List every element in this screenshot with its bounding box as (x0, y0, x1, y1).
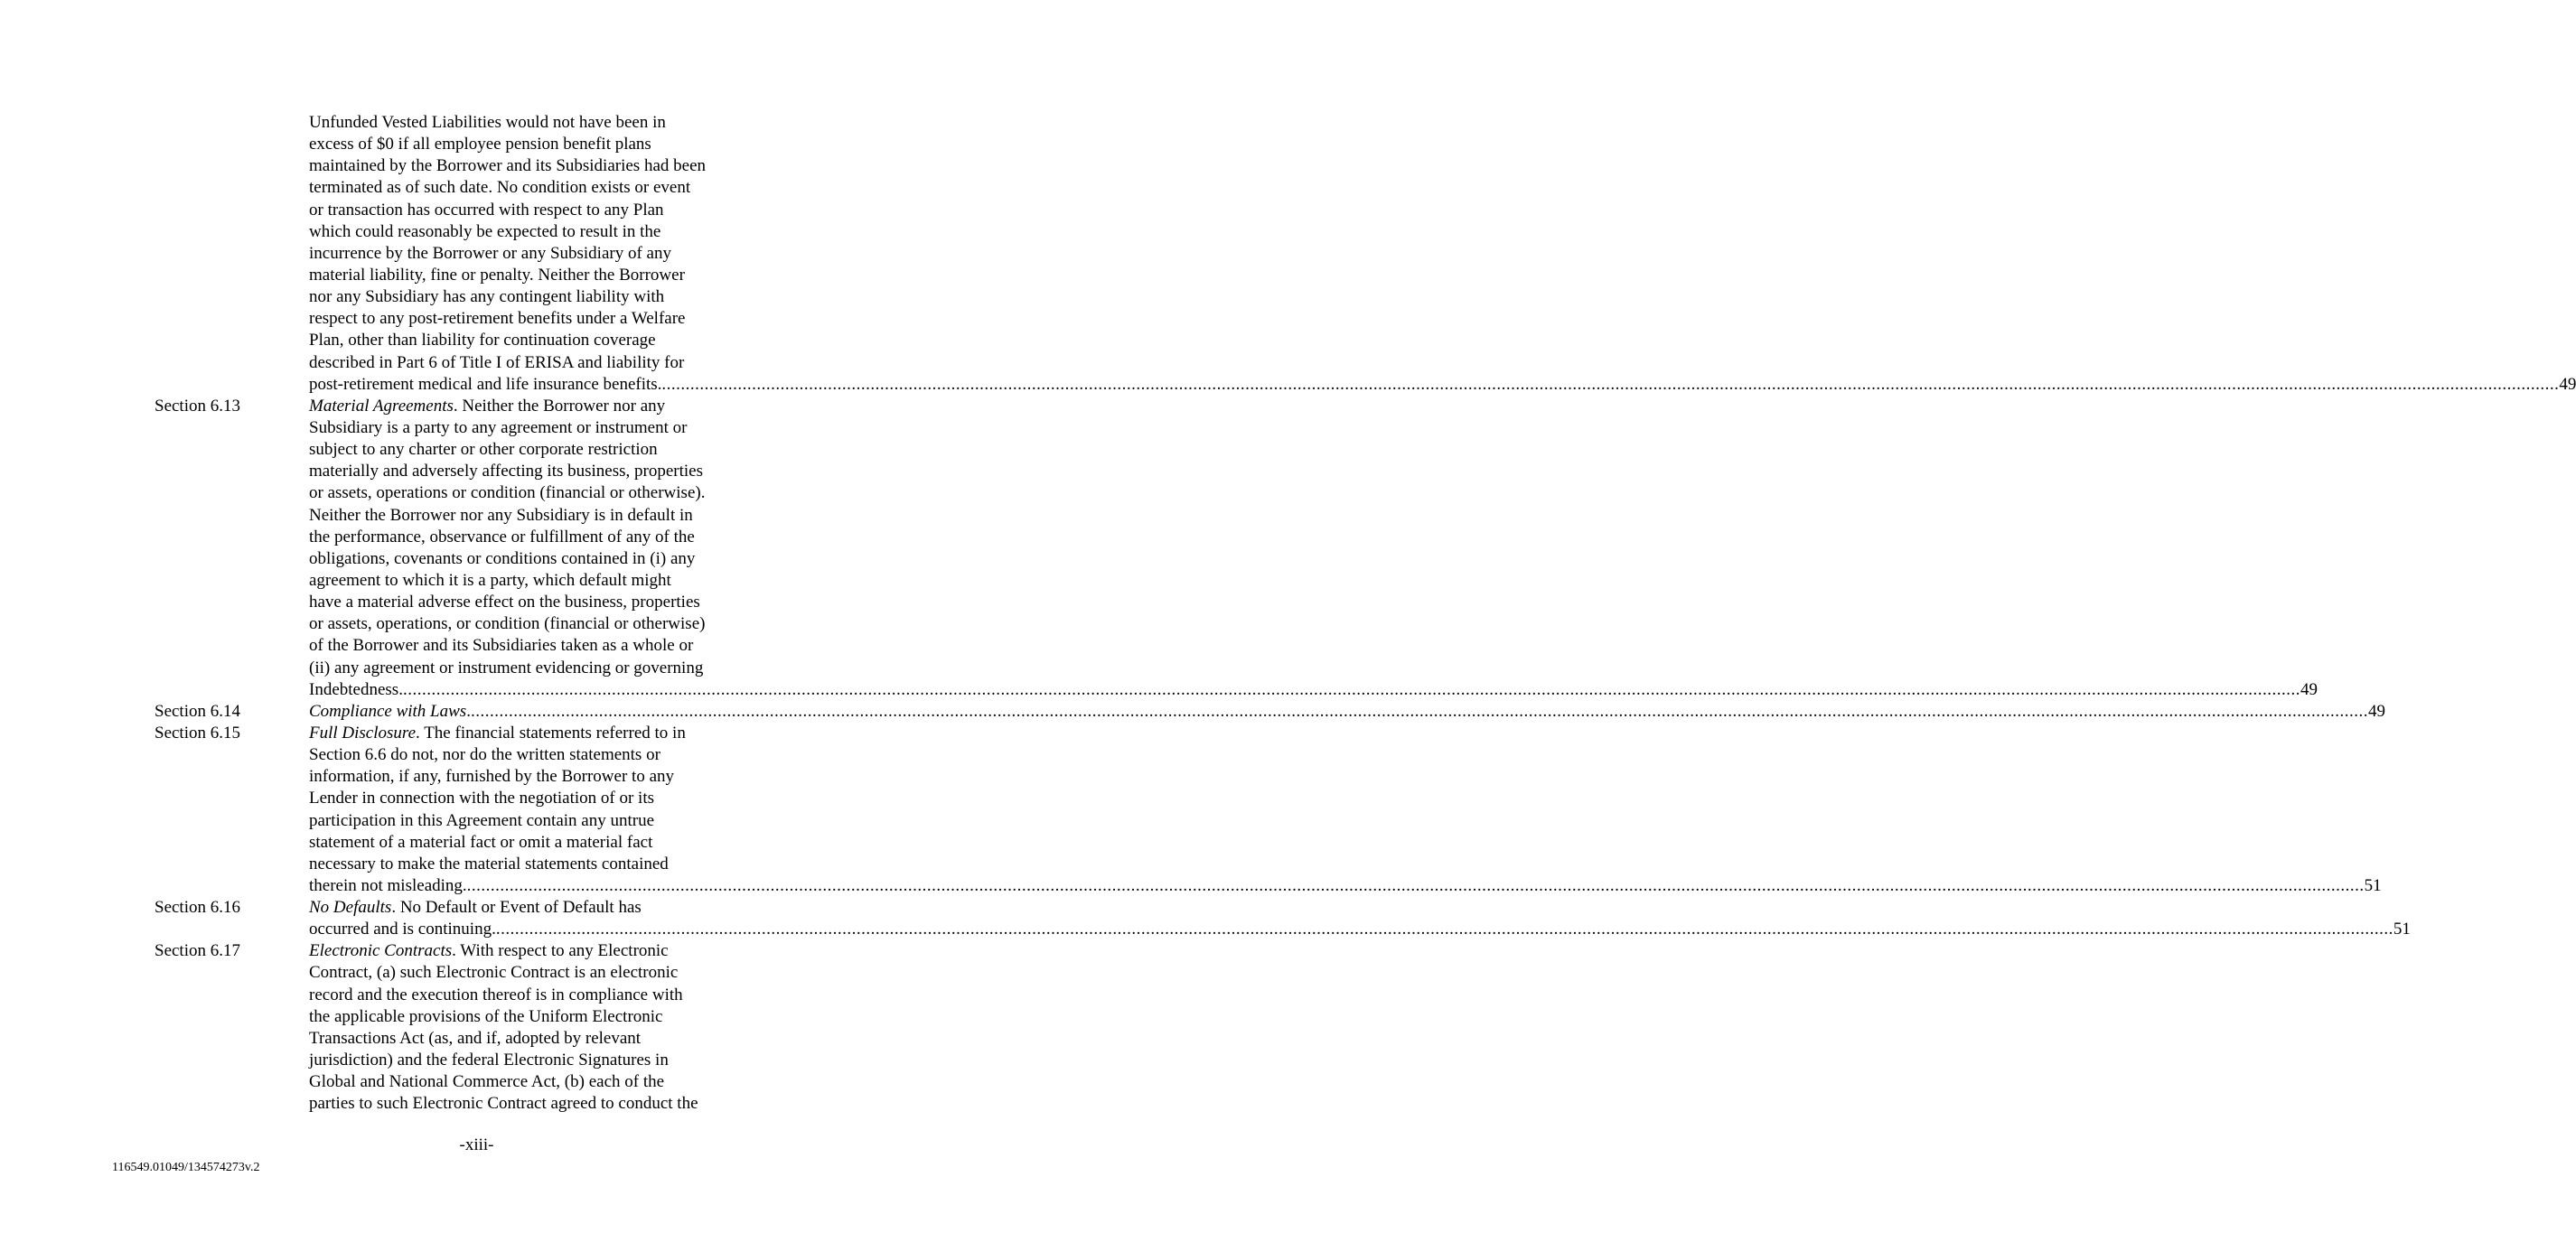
line-text: therein not misleading. (309, 875, 467, 895)
line-content (309, 135, 651, 154)
line-content (309, 222, 660, 241)
line-content (309, 745, 660, 764)
toc-line-text (309, 897, 642, 919)
toc-line (155, 940, 843, 962)
line-content (309, 875, 467, 897)
toc-line-text (309, 112, 666, 134)
toc-line-text (309, 417, 687, 439)
line-content (309, 244, 671, 263)
toc-line (155, 592, 843, 613)
line-content (309, 418, 687, 437)
line-content (309, 201, 664, 220)
section-number: Section 6.16 (155, 898, 240, 918)
section-number: Section 6.14 (155, 701, 240, 721)
line-content (309, 113, 666, 132)
line-content (309, 1007, 663, 1026)
toc-line-text (309, 985, 683, 1006)
line-text: . The financial statements referred to in (416, 723, 686, 743)
line-content (309, 614, 705, 633)
toc-line-text (309, 286, 664, 308)
line-content (309, 833, 652, 852)
line-content (309, 549, 695, 568)
line-text: or transaction has occurred with respect to any Plan (309, 200, 664, 220)
section-title: Compliance with Laws (309, 701, 467, 721)
toc-line (155, 417, 843, 439)
toc-line (155, 897, 843, 919)
toc-leader-line (309, 679, 2318, 701)
toc-line-text (309, 658, 703, 679)
toc-line (155, 1006, 843, 1028)
line-text: participation in this Agreement contain any untrue (309, 810, 655, 830)
toc-line-text (309, 548, 695, 570)
line-content (309, 1072, 664, 1091)
line-text: described in Part 6 of Title I of ERISA and liability for (309, 352, 685, 372)
line-content (309, 353, 684, 372)
line-content (309, 898, 642, 917)
line-content (309, 963, 678, 982)
line-text: excess of $0 if all employee pension benefit plans (309, 135, 651, 154)
line-content (309, 156, 706, 175)
toc-line-text (309, 1093, 698, 1115)
toc-line-text (309, 1050, 669, 1071)
toc-line-text (309, 177, 690, 199)
line-text: (ii) any agreement or instrument evidencing or governing (309, 658, 704, 677)
toc-line (155, 482, 843, 504)
page-ref: 49 (2300, 679, 2318, 699)
line-text: Plan, other than liability for continuation coverage (309, 331, 656, 350)
toc-line (155, 1071, 843, 1093)
toc-line (155, 985, 843, 1006)
line-text: respect to any post-retirement benefits under a Welfare (309, 309, 686, 329)
line-text: statement of a material fact or omit a material fact (309, 832, 653, 852)
toc-line (155, 548, 843, 570)
line-content (309, 593, 700, 612)
toc-line (155, 810, 843, 832)
toc-line-text (309, 1028, 641, 1050)
toc-line-text (309, 439, 658, 461)
toc-line (155, 308, 843, 330)
toc-line (155, 352, 843, 374)
line-text: nor any Subsidiary has any contingent liability with (309, 287, 665, 307)
toc-line-text (309, 1006, 663, 1028)
toc-line-text (309, 1071, 664, 1093)
toc-line-text (309, 613, 705, 635)
section-number: Section 6.15 (155, 723, 240, 743)
line-text: have a material adverse effect on the business, properties (309, 593, 700, 612)
toc-line (155, 875, 2382, 897)
toc-line (155, 854, 843, 875)
line-content (309, 528, 695, 546)
toc-line (155, 766, 843, 788)
line-text: incurrence by the Borrower or any Subsidiary of any (309, 243, 671, 263)
toc-line-text (309, 265, 685, 286)
line-content (309, 506, 693, 525)
toc-line-text (309, 396, 665, 417)
line-text: jurisdiction) and the federal Electronic Signatures in (309, 1051, 669, 1070)
line-content (309, 811, 654, 830)
line-text: parties to such Electronic Contract agreed to conduct the (309, 1094, 698, 1114)
line-content (309, 941, 669, 960)
toc-line (155, 200, 843, 221)
toc-line-text (309, 221, 660, 243)
line-text: . With respect to any Electronic (452, 941, 669, 961)
line-content (309, 178, 690, 197)
toc-line (155, 134, 843, 155)
line-text: the applicable provisions of the Uniform Electronic (309, 1006, 663, 1026)
table-of-contents (155, 112, 2576, 1115)
dot-leader: ................................................................................................................................................................................................................................................................................................................................................................................................................ (466, 875, 2365, 895)
line-text: Neither the Borrower nor any Subsidiary is in default in (309, 505, 693, 525)
toc-line (155, 330, 843, 351)
toc-line-text (309, 527, 695, 548)
toc-line-text (309, 854, 669, 875)
toc-line-text (309, 940, 669, 962)
line-text: . (466, 701, 471, 721)
line-text: . No Default or Event of Default has (391, 898, 642, 918)
page-ref: 49 (2367, 701, 2385, 721)
line-text: Section 6.6 do not, nor do the written statements or (309, 745, 660, 765)
page-ref: 51 (2364, 875, 2382, 895)
line-content (309, 1029, 641, 1048)
line-content (309, 919, 496, 940)
line-text: Lender in connection with the negotiation of or its (309, 789, 655, 808)
line-text: record and the execution thereof is in compliance with (309, 985, 683, 1004)
toc-line-text (309, 592, 700, 613)
toc-line (155, 1093, 843, 1115)
toc-line-text (309, 962, 678, 984)
toc-line (155, 461, 843, 482)
line-content (309, 440, 658, 459)
line-content (309, 789, 654, 808)
toc-line (155, 396, 843, 417)
toc-line-text (309, 505, 693, 527)
line-content (309, 1094, 698, 1113)
line-content (309, 397, 665, 416)
page-number: -xiii- (459, 1135, 494, 1154)
toc-line (155, 723, 843, 744)
line-text: Contract, (a) such Electronic Contract is an electronic (309, 963, 679, 983)
line-content (309, 309, 685, 328)
toc-line (155, 112, 843, 134)
toc-line (155, 265, 843, 286)
line-content (309, 659, 703, 677)
toc-line-text (309, 243, 671, 265)
line-text: Transactions Act (as, and if, adopted by relevant (309, 1028, 642, 1048)
line-content (309, 724, 686, 743)
dot-leader: ................................................................................................................................................................................................................................................................................................................................................................................................................ (661, 374, 2560, 394)
line-content (309, 483, 705, 502)
toc-line (155, 374, 2576, 396)
line-content (309, 287, 664, 306)
toc-line (155, 962, 843, 984)
line-text: obligations, covenants or conditions contained in (i) any (309, 548, 696, 568)
toc-line (155, 221, 843, 243)
section-title: No Defaults (309, 898, 392, 918)
toc-line (155, 155, 843, 177)
toc-line-text (309, 635, 693, 657)
section-title: Material Agreements (309, 396, 454, 416)
toc-line (155, 527, 843, 548)
toc-line-text (309, 352, 684, 374)
line-text: information, if any, furnished by the Borrower to any (309, 767, 675, 787)
toc-line (155, 177, 843, 199)
line-text: the performance, observance or fulfillment of any of the (309, 527, 695, 546)
toc-line (155, 243, 843, 265)
line-content (309, 462, 703, 481)
toc-line (155, 919, 2411, 940)
toc-line-text (309, 330, 656, 351)
toc-line-text (309, 461, 703, 482)
line-text: of the Borrower and its Subsidiaries taken as a whole or (309, 636, 694, 656)
toc-line (155, 1050, 843, 1071)
toc-line (155, 679, 2318, 701)
line-text: or assets, operations or condition (financial or otherwise). (309, 483, 706, 503)
section-number: Section 6.13 (155, 396, 240, 416)
line-text: Unfunded Vested Liabilities would not have been in (309, 113, 666, 132)
section-title: Electronic Contracts (309, 941, 453, 961)
line-text: Global and National Commerce Act, (b) each of the (309, 1072, 665, 1092)
toc-line-text (309, 570, 671, 592)
line-content (309, 679, 403, 701)
line-text: material liability, fine or penalty. Neither the Borrower (309, 265, 685, 285)
toc-line (155, 744, 843, 766)
line-text: maintained by the Borrower and its Subsidiaries had been (309, 156, 707, 176)
toc-line-text (309, 788, 654, 809)
line-content (309, 636, 693, 655)
toc-leader-line (309, 701, 2385, 723)
toc-line (155, 658, 843, 679)
page-ref: 49 (2559, 374, 2576, 394)
line-text: terminated as of such date. No condition exists or event (309, 178, 691, 198)
toc-line-text (309, 134, 651, 155)
line-text: which could reasonably be expected to result in the (309, 221, 661, 241)
toc-line (155, 505, 843, 527)
toc-line (155, 788, 843, 809)
line-text: necessary to make the material statements contained (309, 854, 669, 873)
toc-line (155, 635, 843, 657)
toc-line (155, 832, 843, 854)
line-text: post-retirement medical and life insurance benefits. (309, 374, 662, 394)
line-text: Subsidiary is a party to any agreement or instrument or (309, 417, 688, 437)
toc-line-text (309, 766, 674, 788)
toc-line-text (309, 200, 664, 221)
line-text: . Neither the Borrower nor any (453, 396, 666, 416)
toc-line-text (309, 155, 706, 177)
document-id: 116549.01049/134574273v.2 (112, 1161, 260, 1174)
page-ref: 51 (2393, 920, 2411, 939)
line-content (309, 855, 669, 873)
line-content (309, 266, 685, 285)
line-content (309, 331, 656, 350)
line-text: materially and adversely affecting its business, properties (309, 462, 703, 481)
line-text: occurred and is continuing. (309, 920, 496, 939)
toc-leader-line (309, 374, 2576, 396)
toc-line (155, 439, 843, 461)
toc-line-text (309, 832, 652, 854)
section-title: Full Disclosure (309, 723, 417, 743)
toc-line-text (309, 308, 685, 330)
line-content (309, 374, 661, 396)
toc-line (155, 613, 843, 635)
line-content (309, 571, 671, 590)
line-content (309, 1051, 669, 1070)
dot-leader: ................................................................................................................................................................................................................................................................................................................................................................................................................ (470, 701, 2368, 721)
line-text: agreement to which it is a party, which default might (309, 570, 671, 590)
toc-line-text (309, 482, 705, 504)
toc-line-text (309, 810, 654, 832)
toc-line (155, 286, 843, 308)
toc-line-text (309, 723, 686, 744)
line-content (309, 701, 471, 723)
dot-leader: ................................................................................................................................................................................................................................................................................................................................................................................................................ (495, 920, 2393, 939)
line-content (309, 985, 683, 1004)
section-number: Section 6.17 (155, 941, 240, 961)
toc-line (155, 1028, 843, 1050)
dot-leader: ................................................................................................................................................................................................................................................................................................................................................................................................................ (402, 679, 2300, 699)
toc-leader-line (309, 875, 2382, 897)
line-text: or assets, operations, or condition (financial or otherwise) (309, 614, 706, 634)
toc-leader-line (309, 919, 2411, 940)
toc-line (155, 570, 843, 592)
line-text: Indebtedness. (309, 679, 403, 699)
toc-line (155, 701, 2385, 723)
line-content (309, 767, 674, 786)
toc-line-text (309, 744, 660, 766)
line-text: subject to any charter or other corporate restriction (309, 440, 658, 460)
